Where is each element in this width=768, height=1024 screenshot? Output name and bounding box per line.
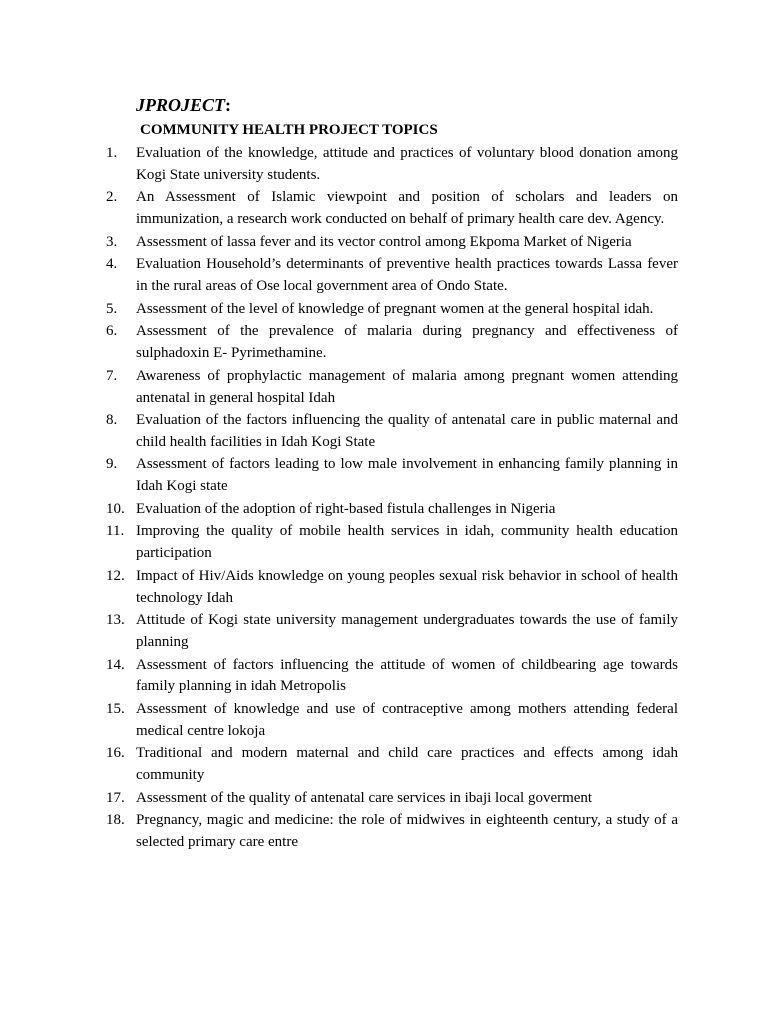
- list-item-text: Awareness of prophylactic management of malaria among pregnant women attending antenatal in general hospital Idah: [136, 367, 678, 406]
- list-item: [106, 788, 678, 810]
- list-item-text: Evaluation of the adoption of right-based fistula challenges in Nigeria: [136, 500, 556, 517]
- list-item-number: 17.: [106, 789, 125, 806]
- section-title: COMMUNITY HEALTH PROJECT TOPICS: [140, 122, 438, 138]
- list-item: [106, 610, 678, 654]
- list-item-text: Improving the quality of mobile health services in idah, community health education participation: [136, 523, 678, 562]
- list-item-number: 15.: [106, 700, 125, 717]
- list-item-text: Assessment of the prevalence of malaria during pregnancy and effectiveness of sulphadoxin E- Pyrimethamine.: [136, 323, 678, 362]
- list-item-number: 9.: [106, 456, 118, 473]
- list-item-text: Assessment of lassa fever and its vector control among Ekpoma Market of Nigeria: [136, 233, 632, 250]
- list-item: [106, 699, 678, 743]
- heading-colon: :: [225, 95, 232, 115]
- list-item: [106, 299, 678, 321]
- list-item-number: 3.: [106, 233, 118, 250]
- list-item-text: Assessment of factors leading to low male involvement in enhancing family planning in Idah Kogi state: [136, 456, 678, 495]
- list-item: [106, 743, 678, 787]
- list-item: [106, 499, 678, 521]
- list-item-text: Assessment of factors influencing the attitude of women of childbearing age towards family planning in idah Metropolis: [136, 656, 678, 695]
- list-item-number: 16.: [106, 745, 125, 762]
- list-item-text: Assessment of knowledge and use of contraceptive among mothers attending federal medical centre lokoja: [136, 700, 678, 739]
- list-item-number: 13.: [106, 612, 125, 629]
- list-item: [106, 655, 678, 699]
- list-item-number: 10.: [106, 500, 125, 517]
- list-item-text: Evaluation of the knowledge, attitude and practices of voluntary blood donation among Kogi State university students.: [136, 145, 678, 183]
- list-item-text: Attitude of Kogi state university management undergraduates towards the use of family planning: [136, 612, 678, 651]
- list-item: [106, 232, 678, 254]
- list-item-text: Assessment of the level of knowledge of pregnant women at the general hospital idah.: [136, 300, 654, 317]
- list-item: [106, 521, 678, 565]
- list-item-text: Evaluation of the factors influencing the quality of antenatal care in public maternal and child health facilities in Idah Kogi State: [136, 412, 678, 450]
- list-item-number: 2.: [106, 189, 118, 206]
- list-item-text: Evaluation Household’s determinants of preventive health practices towards Lassa fever in the rural areas of Ose local government area of Ondo State.: [136, 256, 678, 295]
- list-item-number: 5.: [106, 300, 118, 317]
- list-item: [106, 187, 678, 231]
- list-item-number: 12.: [106, 567, 125, 584]
- list-item-number: 1.: [106, 145, 118, 161]
- list-item: [106, 566, 678, 610]
- list-item: [106, 143, 678, 187]
- page-heading: [136, 93, 231, 117]
- list-item-number: 8.: [106, 412, 118, 429]
- list-item-number: 6.: [106, 323, 118, 340]
- list-item-text: Assessment of the quality of antenatal care services in ibaji local goverment: [136, 789, 593, 806]
- list-item-number: 4.: [106, 256, 118, 273]
- heading-title: JPROJECT: [136, 95, 226, 115]
- list-item: [106, 810, 678, 854]
- list-item: [106, 254, 678, 298]
- list-item-number: 11.: [106, 523, 125, 540]
- list-item: [106, 454, 678, 498]
- list-item: [106, 410, 678, 454]
- list-item-text: Pregnancy, magic and medicine: the role of midwives in eighteenth century, a study of a selected primary care entre: [136, 812, 678, 851]
- list-item-text: Traditional and modern maternal and child care practices and effects among idah community: [136, 745, 678, 784]
- list-item: [106, 321, 678, 365]
- list-item-number: 18.: [106, 812, 125, 829]
- topic-list: [106, 143, 678, 855]
- list-item-text: Impact of Hiv/Aids knowledge on young peoples sexual risk behavior in school of health technology Idah: [136, 567, 678, 606]
- list-item-number: 7.: [106, 367, 118, 384]
- list-item-text: An Assessment of Islamic viewpoint and position of scholars and leaders on immunization, a research work conducted on behalf of primary health care dev. Agency.: [136, 189, 678, 228]
- list-item: [106, 366, 678, 410]
- list-item-number: 14.: [106, 656, 125, 673]
